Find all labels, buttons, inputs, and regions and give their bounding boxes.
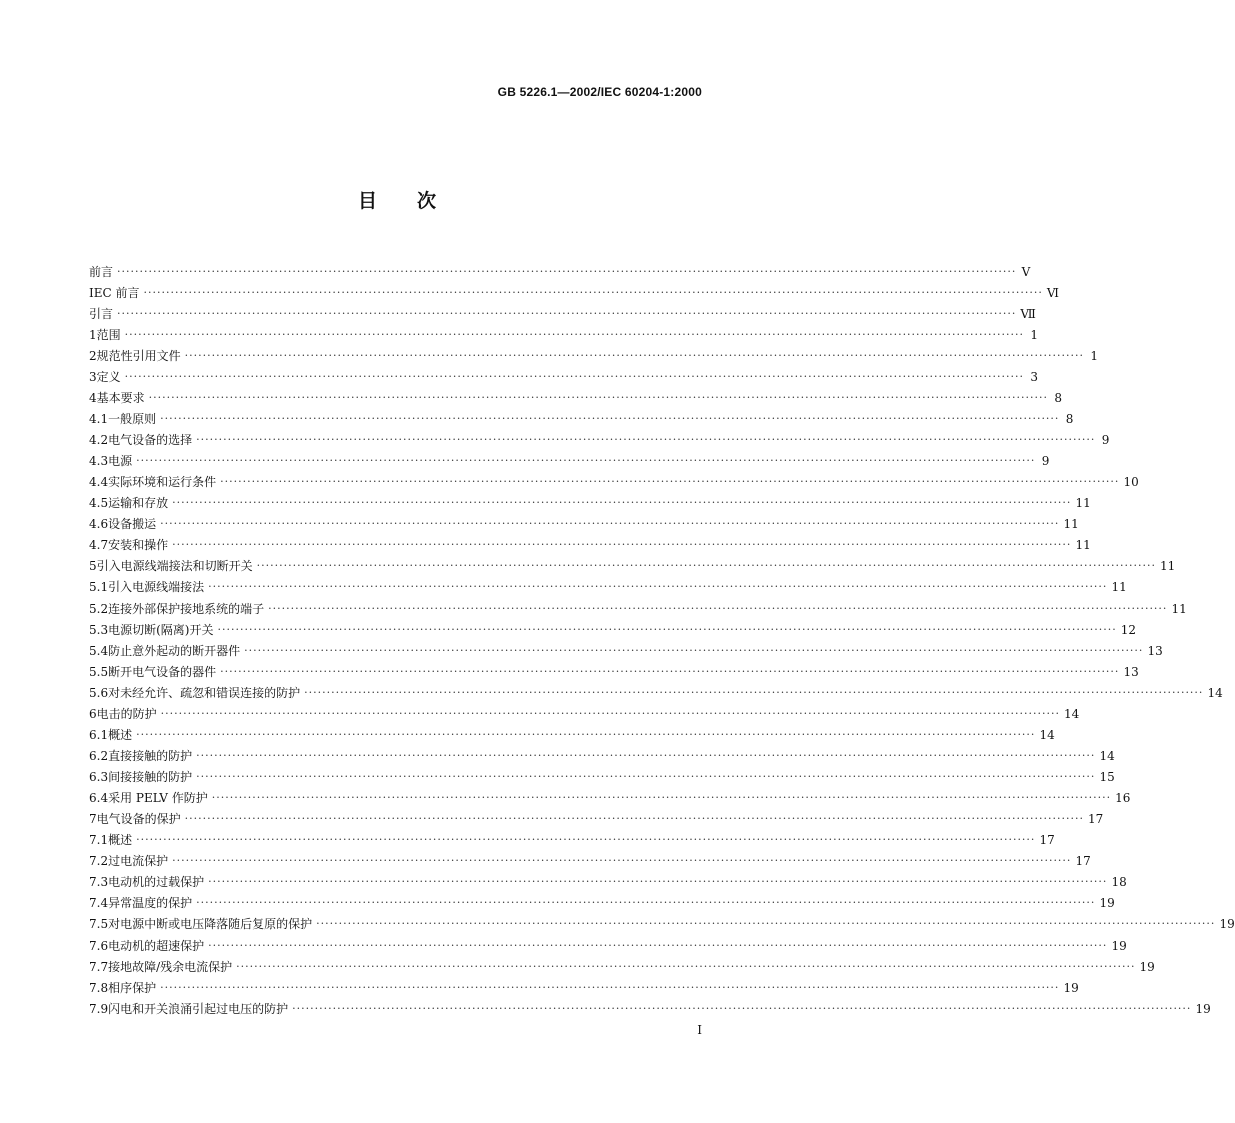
- dot-leader: ········································································································································································································: [256, 559, 1156, 573]
- toc-entry-number: 7.2: [89, 854, 109, 869]
- toc-entry[interactable]: [89, 387, 1062, 408]
- toc-entry-number: 4.5: [89, 496, 109, 511]
- toc-entry-page: 18: [1111, 875, 1127, 890]
- toc-entry[interactable]: [89, 956, 1155, 977]
- title-char-right: 次: [417, 190, 437, 212]
- toc-entry-label: 对电源中断或电压降落随后复原的保护: [108, 917, 313, 932]
- toc-entry-label: 接地故障/残余电流保护: [108, 959, 233, 974]
- dot-leader: ········································································································································································································: [211, 791, 1112, 805]
- toc-entry-page: 19: [1195, 1001, 1211, 1016]
- toc-entry-page: 19: [1219, 917, 1235, 932]
- toc-entry[interactable]: [89, 261, 1031, 282]
- toc-entry-label: 概述: [108, 833, 133, 848]
- toc-entry-page: 10: [1123, 475, 1139, 490]
- toc-entry[interactable]: [89, 682, 1223, 703]
- toc-entry-number: 7.6: [89, 938, 109, 953]
- toc-entry-number: 5.3: [89, 622, 109, 637]
- toc-entry[interactable]: [89, 703, 1080, 724]
- toc-entry[interactable]: [89, 366, 1038, 387]
- dot-leader: ········································································································································································································: [208, 875, 1108, 889]
- toc-entry-page: 14: [1207, 685, 1223, 700]
- page-title: [0, 186, 794, 213]
- toc-entry-label: 概述: [108, 727, 133, 742]
- toc-entry-label: 基本要求: [96, 390, 145, 405]
- toc-entry-number: 4.1: [89, 411, 109, 426]
- toc-entry-label: 前言: [89, 264, 114, 279]
- toc-entry-page: 1: [1090, 348, 1098, 363]
- toc-entry-label: 电动机的过载保护: [108, 875, 205, 890]
- dot-leader: ········································································································································································································: [196, 433, 1096, 447]
- toc-entry-label: 间接接触的防护: [108, 770, 193, 785]
- toc-entry-number: 5: [89, 559, 97, 574]
- dot-leader: ········································································································································································································: [136, 454, 1036, 468]
- toc-entry-page: Ⅶ: [1020, 306, 1036, 321]
- toc-entry[interactable]: [89, 977, 1079, 998]
- toc-entry-page: 19: [1099, 896, 1115, 911]
- toc-entry-page: 11: [1075, 496, 1091, 511]
- toc-entry[interactable]: [89, 724, 1055, 745]
- dot-leader: ········································································································································································································: [316, 917, 1216, 931]
- toc-entry-label: 运输和存放: [108, 496, 169, 511]
- dot-leader: ········································································································································································································: [244, 643, 1144, 657]
- toc-entry[interactable]: [89, 872, 1127, 893]
- toc-entry-number: 6.1: [89, 727, 109, 742]
- toc-entry-number: 6: [89, 706, 97, 721]
- title-char-left: 目: [357, 190, 377, 212]
- dot-leader: ········································································································································································································: [304, 685, 1204, 699]
- toc-entry[interactable]: [89, 430, 1110, 451]
- toc-entry-label: 实际环境和运行条件: [108, 475, 217, 490]
- toc-entry[interactable]: [89, 535, 1091, 556]
- dot-leader: ········································································································································································································: [172, 854, 1072, 868]
- toc-entry-page: 3: [1030, 369, 1038, 384]
- toc-entry-number: 7.8: [89, 980, 109, 995]
- dot-leader: ········································································································································································································: [184, 348, 1084, 362]
- dot-leader: ········································································································································································································: [217, 622, 1117, 636]
- standard-code: GB 5226.1—2002/IEC 60204-1:2000: [497, 85, 702, 99]
- toc-entry-page: 19: [1139, 959, 1155, 974]
- dot-leader: ········································································································································································································: [196, 896, 1096, 910]
- toc-entry-label: 引入电源线端接法: [108, 580, 205, 595]
- toc-entry-page: 14: [1039, 727, 1055, 742]
- toc-entry-label: 电动机的超速保护: [108, 938, 205, 953]
- toc-entry-label: 引入电源线端接法和切断开关: [96, 559, 253, 574]
- toc-entry-page: 11: [1159, 559, 1176, 574]
- toc-entry-number: 3: [89, 369, 97, 384]
- dot-leader: ········································································································································································································: [136, 833, 1036, 847]
- toc-entry-page: 17: [1087, 812, 1104, 827]
- toc-entry[interactable]: [89, 451, 1050, 472]
- toc-entry-number: 7.3: [89, 875, 109, 890]
- toc-entry-number: 7.9: [89, 1001, 109, 1016]
- toc-entry-page: 9: [1041, 454, 1050, 469]
- toc-entry-page: 11: [1171, 601, 1187, 616]
- toc-entry-label: IEC 前言: [89, 285, 140, 300]
- toc-entry-number: 5.5: [89, 664, 109, 679]
- dot-leader: ········································································································································································································: [196, 748, 1096, 762]
- dot-leader: ········································································································································································································: [124, 369, 1024, 383]
- toc-entry-label: 引言: [89, 306, 114, 321]
- toc-entry-label: 电气设备的选择: [108, 433, 193, 448]
- toc-entry-page: 8: [1054, 390, 1062, 405]
- dot-leader: ········································································································································································································: [208, 580, 1108, 594]
- toc-entry-page: 17: [1039, 833, 1055, 848]
- toc-entry-label: 直接接触的防护: [108, 748, 193, 763]
- toc-entry-page: 12: [1120, 622, 1137, 637]
- toc-entry-label: 电击的防护: [96, 706, 157, 721]
- toc-entry-page: 14: [1063, 706, 1080, 721]
- dot-leader: ········································································································································································································: [117, 264, 1017, 278]
- toc-entry[interactable]: [89, 556, 1176, 577]
- toc-entry[interactable]: [89, 577, 1127, 598]
- toc-entry-label: 范围: [96, 327, 121, 342]
- toc-entry-page: Ⅵ: [1046, 285, 1059, 300]
- toc-entry[interactable]: [89, 493, 1091, 514]
- toc-entry[interactable]: [89, 893, 1115, 914]
- toc-entry-label: 定义: [96, 369, 121, 384]
- toc-entry-label: 断开电气设备的器件: [108, 664, 217, 679]
- toc-entry[interactable]: [89, 851, 1091, 872]
- toc-entry-number: 6.4: [89, 791, 109, 806]
- toc-entry-number: 7: [89, 812, 97, 827]
- dot-leader: ········································································································································································································: [143, 285, 1043, 299]
- toc-entry-label: 电源: [108, 454, 133, 469]
- toc-entry-label: 采用 PELV 作防护: [108, 791, 208, 806]
- toc-entry[interactable]: [89, 598, 1187, 619]
- page-number: Ⅰ: [697, 1023, 702, 1037]
- toc-entry[interactable]: [89, 809, 1104, 830]
- toc-entry-label: 连接外部保护接地系统的端子: [108, 601, 265, 616]
- toc-entry-number: 5.1: [89, 580, 109, 595]
- toc-entry[interactable]: [89, 282, 1059, 303]
- toc-entry-number: 6.2: [89, 748, 109, 763]
- toc-entry-page: 17: [1075, 854, 1091, 869]
- dot-leader: ········································································································································································································: [208, 938, 1108, 952]
- toc-entry[interactable]: [89, 935, 1127, 956]
- toc-entry[interactable]: [89, 514, 1079, 535]
- toc-entry[interactable]: [89, 767, 1115, 788]
- toc-entry-label: 相序保护: [108, 980, 157, 995]
- toc-entry-page: 16: [1115, 791, 1131, 806]
- toc-entry-label: 电气设备的保护: [96, 812, 181, 827]
- dot-leader: ········································································································································································································: [172, 538, 1072, 552]
- toc-entry-page: 13: [1147, 643, 1163, 658]
- toc-entry-label: 防止意外起动的断开器件: [108, 643, 241, 658]
- toc-entry-number: 1: [89, 327, 97, 342]
- toc-entry-number: 6.3: [89, 770, 109, 785]
- toc-entry[interactable]: [89, 830, 1055, 851]
- toc-entry-page: 11: [1111, 580, 1127, 595]
- toc-entry-label: 电源切断(隔离)开关: [108, 622, 214, 637]
- toc-entry[interactable]: [89, 640, 1163, 661]
- toc-entry-page: 19: [1111, 938, 1127, 953]
- dot-leader: ········································································································································································································: [117, 306, 1017, 320]
- toc-entry-number: 7.1: [89, 833, 109, 848]
- dot-leader: ········································································································································································································: [124, 327, 1024, 341]
- toc-entry-number: 5.6: [89, 685, 109, 700]
- toc-entry-page: 8: [1065, 411, 1074, 426]
- toc-entry-label: 过电流保护: [108, 854, 169, 869]
- toc-entry-number: 4.4: [89, 475, 109, 490]
- toc-entry-number: 4.6: [89, 517, 109, 532]
- toc-entry-page: 19: [1063, 980, 1079, 995]
- toc-entry-number: 2: [89, 348, 97, 363]
- dot-leader: ········································································································································································································: [136, 727, 1036, 741]
- toc-entry[interactable]: [89, 998, 1211, 1019]
- toc-entry-number: 4.2: [89, 433, 109, 448]
- toc-entry-page: 11: [1063, 517, 1079, 532]
- toc-entry-label: 规范性引用文件: [96, 348, 181, 363]
- toc-entry[interactable]: [89, 472, 1139, 493]
- toc-entry-label: 闪电和开关浪涌引起过电压的防护: [108, 1001, 289, 1016]
- toc-entry[interactable]: [89, 619, 1137, 640]
- toc-entry-number: 7.7: [89, 959, 109, 974]
- toc-entry-number: 5.2: [89, 601, 109, 616]
- toc-entry-number: 5.4: [89, 643, 109, 658]
- table-of-contents: [89, 261, 1235, 1019]
- toc-entry-number: 7.5: [89, 917, 109, 932]
- dot-leader: ········································································································································································································: [160, 980, 1060, 994]
- toc-entry-page: 9: [1101, 433, 1110, 448]
- toc-entry[interactable]: [89, 661, 1139, 682]
- toc-entry[interactable]: [89, 345, 1098, 366]
- dot-leader: ········································································································································································································: [160, 517, 1060, 531]
- dot-leader: ········································································································································································································: [236, 959, 1136, 973]
- toc-entry-page: 15: [1099, 770, 1115, 785]
- toc-entry-page: 13: [1123, 664, 1139, 679]
- dot-leader: ········································································································································································································: [172, 496, 1072, 510]
- toc-entry-number: 7.4: [89, 896, 109, 911]
- toc-entry[interactable]: [89, 914, 1235, 935]
- toc-entry[interactable]: [89, 303, 1036, 324]
- toc-entry-label: 异常温度的保护: [108, 896, 193, 911]
- dot-leader: ········································································································································································································: [220, 664, 1120, 678]
- toc-entry-page: Ⅴ: [1021, 264, 1031, 279]
- toc-entry-label: 一般原则: [108, 411, 157, 426]
- dot-leader: ········································································································································································································: [196, 770, 1096, 784]
- dot-leader: ········································································································································································································: [268, 601, 1168, 615]
- toc-entry-label: 对未经允许、疏忽和错误连接的防护: [108, 685, 301, 700]
- dot-leader: ········································································································································································································: [220, 475, 1120, 489]
- toc-entry-page: 14: [1099, 748, 1115, 763]
- toc-entry-number: 4.7: [89, 538, 109, 553]
- toc-entry-number: 4.3: [89, 454, 109, 469]
- dot-leader: ········································································································································································································: [148, 390, 1048, 404]
- dot-leader: ········································································································································································································: [160, 411, 1060, 425]
- toc-entry[interactable]: [89, 408, 1074, 429]
- toc-entry[interactable]: [89, 788, 1131, 809]
- toc-entry-label: 设备搬运: [108, 517, 157, 532]
- toc-entry-page: 1: [1030, 327, 1038, 342]
- toc-entry-number: 4: [89, 390, 97, 405]
- toc-entry-label: 安装和操作: [108, 538, 169, 553]
- dot-leader: ········································································································································································································: [292, 1001, 1192, 1015]
- toc-entry-page: 11: [1075, 538, 1091, 553]
- toc-entry[interactable]: [89, 324, 1038, 345]
- toc-entry[interactable]: [89, 745, 1115, 766]
- dot-leader: ········································································································································································································: [184, 812, 1084, 826]
- dot-leader: ········································································································································································································: [160, 706, 1060, 720]
